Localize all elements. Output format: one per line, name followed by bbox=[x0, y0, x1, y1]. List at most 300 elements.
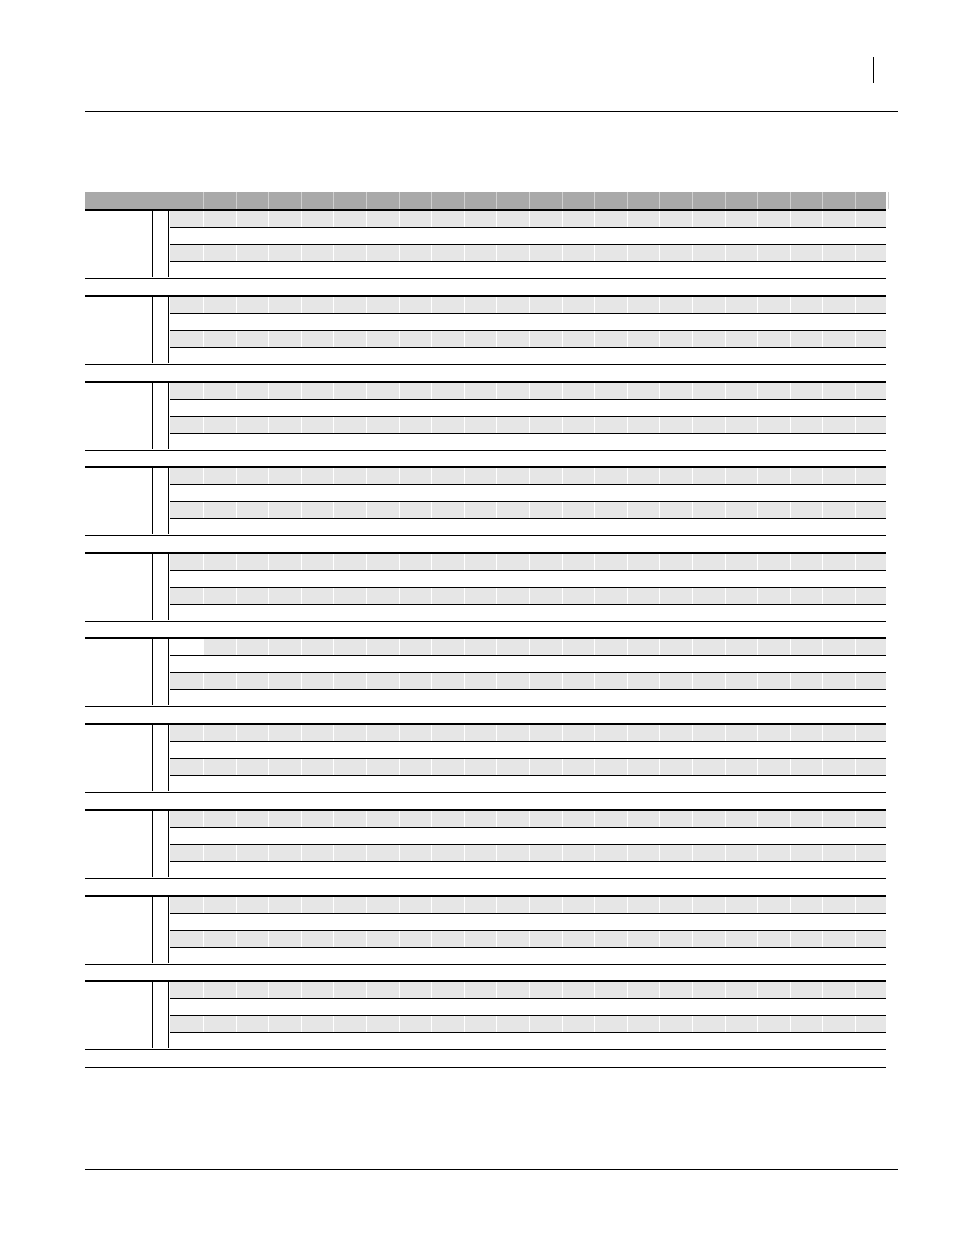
cell-separator bbox=[627, 417, 628, 433]
cell-separator bbox=[268, 468, 269, 484]
cell-separator bbox=[529, 845, 530, 861]
block-label-bracket bbox=[152, 725, 169, 791]
table-row bbox=[170, 400, 886, 417]
cell-separator bbox=[562, 1016, 563, 1032]
cell-separator bbox=[562, 588, 563, 604]
cell-separator bbox=[301, 845, 302, 861]
cell-separator bbox=[496, 297, 497, 313]
cell-separator bbox=[333, 845, 334, 861]
cell-separator bbox=[333, 1016, 334, 1032]
cell-separator bbox=[855, 639, 856, 655]
cell-separator bbox=[855, 211, 856, 227]
cell-separator bbox=[594, 211, 595, 227]
cell-separator bbox=[725, 554, 726, 570]
cell-separator bbox=[431, 297, 432, 313]
blank-cell bbox=[170, 639, 203, 655]
cell-separator bbox=[399, 297, 400, 313]
cell-separator bbox=[790, 588, 791, 604]
cell-separator bbox=[822, 931, 823, 947]
cell-separator bbox=[725, 673, 726, 689]
cell-separator bbox=[496, 845, 497, 861]
cell-separator bbox=[692, 245, 693, 261]
cell-separator bbox=[464, 417, 465, 433]
cell-separator bbox=[627, 845, 628, 861]
block-bottom-rule bbox=[85, 964, 886, 965]
cell-separator bbox=[888, 725, 889, 741]
cell-separator bbox=[822, 673, 823, 689]
header-column-separator bbox=[659, 192, 660, 209]
cell-separator bbox=[725, 982, 726, 998]
cell-separator bbox=[301, 759, 302, 775]
cell-separator bbox=[333, 211, 334, 227]
cell-separator bbox=[888, 982, 889, 998]
cell-separator bbox=[236, 845, 237, 861]
cell-separator bbox=[399, 468, 400, 484]
cell-separator bbox=[855, 759, 856, 775]
cell-separator bbox=[464, 759, 465, 775]
cell-separator bbox=[725, 297, 726, 313]
cell-separator bbox=[268, 417, 269, 433]
block-label-bracket bbox=[152, 982, 169, 1048]
cell-separator bbox=[594, 1016, 595, 1032]
cell-separator bbox=[790, 245, 791, 261]
cell-separator bbox=[399, 759, 400, 775]
block-label-bracket bbox=[152, 811, 169, 877]
cell-separator bbox=[203, 502, 204, 518]
table-row bbox=[170, 228, 886, 245]
cell-separator bbox=[529, 811, 530, 827]
cell-separator bbox=[268, 982, 269, 998]
cell-separator bbox=[725, 417, 726, 433]
cell-separator bbox=[692, 759, 693, 775]
cell-separator bbox=[203, 845, 204, 861]
cell-separator bbox=[333, 725, 334, 741]
cell-separator bbox=[333, 417, 334, 433]
cell-separator bbox=[236, 245, 237, 261]
cell-separator bbox=[627, 588, 628, 604]
cell-separator bbox=[496, 554, 497, 570]
cell-separator bbox=[562, 417, 563, 433]
cell-separator bbox=[366, 1016, 367, 1032]
table-row-shaded bbox=[170, 725, 886, 742]
cell-separator bbox=[659, 297, 660, 313]
cell-separator bbox=[366, 502, 367, 518]
cell-separator bbox=[659, 673, 660, 689]
cell-separator bbox=[757, 588, 758, 604]
cell-separator bbox=[888, 845, 889, 861]
cell-separator bbox=[757, 383, 758, 399]
cell-separator bbox=[333, 897, 334, 913]
cell-separator bbox=[236, 759, 237, 775]
cell-separator bbox=[464, 468, 465, 484]
cell-separator bbox=[822, 468, 823, 484]
cell-separator bbox=[268, 811, 269, 827]
cell-separator bbox=[822, 383, 823, 399]
cell-separator bbox=[692, 554, 693, 570]
cell-separator bbox=[236, 811, 237, 827]
cell-separator bbox=[855, 811, 856, 827]
cell-separator bbox=[301, 931, 302, 947]
cell-separator bbox=[594, 297, 595, 313]
cell-separator bbox=[855, 1016, 856, 1032]
cell-separator bbox=[888, 588, 889, 604]
cell-separator bbox=[855, 297, 856, 313]
cell-separator bbox=[725, 468, 726, 484]
cell-separator bbox=[855, 468, 856, 484]
cell-separator bbox=[888, 383, 889, 399]
cell-separator bbox=[725, 245, 726, 261]
cell-separator bbox=[562, 639, 563, 655]
cell-separator bbox=[627, 211, 628, 227]
cell-separator bbox=[692, 639, 693, 655]
cell-separator bbox=[496, 588, 497, 604]
cell-separator bbox=[888, 211, 889, 227]
cell-separator bbox=[496, 417, 497, 433]
cell-separator bbox=[692, 931, 693, 947]
header-column-separator bbox=[692, 192, 693, 209]
cell-separator bbox=[627, 245, 628, 261]
block-bottom-rule bbox=[85, 621, 886, 622]
cell-separator bbox=[399, 931, 400, 947]
cell-separator bbox=[333, 383, 334, 399]
block-label-bracket bbox=[152, 383, 169, 449]
header-column-separator bbox=[888, 192, 889, 209]
cell-separator bbox=[366, 331, 367, 347]
cell-separator bbox=[757, 931, 758, 947]
cell-separator bbox=[594, 982, 595, 998]
cell-separator bbox=[627, 725, 628, 741]
cell-separator bbox=[594, 383, 595, 399]
cell-separator bbox=[692, 417, 693, 433]
cell-separator bbox=[366, 725, 367, 741]
cell-separator bbox=[659, 982, 660, 998]
cell-separator bbox=[464, 811, 465, 827]
cell-separator bbox=[855, 982, 856, 998]
cell-separator bbox=[366, 931, 367, 947]
cell-separator bbox=[659, 1016, 660, 1032]
cell-separator bbox=[562, 554, 563, 570]
cell-separator bbox=[529, 468, 530, 484]
cell-separator bbox=[236, 588, 237, 604]
cell-separator bbox=[268, 639, 269, 655]
cell-separator bbox=[301, 417, 302, 433]
cell-separator bbox=[203, 331, 204, 347]
cell-separator bbox=[301, 554, 302, 570]
cell-separator bbox=[692, 211, 693, 227]
cell-separator bbox=[659, 725, 660, 741]
cell-separator bbox=[431, 554, 432, 570]
cell-separator bbox=[203, 1016, 204, 1032]
cell-separator bbox=[333, 502, 334, 518]
cell-separator bbox=[888, 417, 889, 433]
table-row bbox=[170, 656, 886, 673]
cell-separator bbox=[692, 725, 693, 741]
cell-separator bbox=[855, 331, 856, 347]
cell-separator bbox=[659, 468, 660, 484]
table-row-shaded bbox=[170, 759, 886, 776]
cell-separator bbox=[268, 383, 269, 399]
table-row-shaded bbox=[170, 211, 886, 228]
cell-separator bbox=[399, 639, 400, 655]
table-row bbox=[170, 776, 886, 793]
table-row bbox=[170, 519, 886, 536]
cell-separator bbox=[822, 331, 823, 347]
cell-separator bbox=[529, 383, 530, 399]
block-label-bracket bbox=[152, 554, 169, 620]
cell-separator bbox=[594, 759, 595, 775]
cell-separator bbox=[236, 639, 237, 655]
cell-separator bbox=[464, 554, 465, 570]
cell-separator bbox=[855, 588, 856, 604]
cell-separator bbox=[725, 897, 726, 913]
cell-separator bbox=[496, 931, 497, 947]
cell-separator bbox=[725, 1016, 726, 1032]
cell-separator bbox=[757, 639, 758, 655]
cell-separator bbox=[301, 1016, 302, 1032]
cell-separator bbox=[333, 982, 334, 998]
cell-separator bbox=[366, 297, 367, 313]
cell-separator bbox=[757, 1016, 758, 1032]
cell-separator bbox=[529, 245, 530, 261]
header-column-separator bbox=[464, 192, 465, 209]
cell-separator bbox=[464, 383, 465, 399]
cell-separator bbox=[888, 245, 889, 261]
cell-separator bbox=[855, 245, 856, 261]
cell-separator bbox=[366, 982, 367, 998]
cell-separator bbox=[268, 845, 269, 861]
cell-separator bbox=[268, 759, 269, 775]
cell-separator bbox=[659, 211, 660, 227]
block-bottom-rule bbox=[85, 535, 886, 536]
cell-separator bbox=[268, 897, 269, 913]
cell-separator bbox=[431, 811, 432, 827]
cell-separator bbox=[725, 639, 726, 655]
cell-separator bbox=[496, 725, 497, 741]
cell-separator bbox=[529, 897, 530, 913]
cell-separator bbox=[268, 554, 269, 570]
cell-separator bbox=[822, 211, 823, 227]
cell-separator bbox=[562, 383, 563, 399]
cell-separator bbox=[333, 811, 334, 827]
cell-separator bbox=[627, 383, 628, 399]
table-end-rule bbox=[85, 1067, 886, 1068]
header-column-separator bbox=[236, 192, 237, 209]
cell-separator bbox=[431, 931, 432, 947]
cell-separator bbox=[757, 417, 758, 433]
table-row bbox=[170, 262, 886, 279]
cell-separator bbox=[562, 297, 563, 313]
table-row-shaded bbox=[170, 982, 886, 999]
cell-separator bbox=[855, 725, 856, 741]
cell-separator bbox=[496, 673, 497, 689]
header-column-separator bbox=[268, 192, 269, 209]
cell-separator bbox=[659, 331, 660, 347]
cell-separator bbox=[822, 297, 823, 313]
header-rule bbox=[85, 111, 898, 112]
cell-separator bbox=[562, 245, 563, 261]
cell-separator bbox=[888, 554, 889, 570]
table-row-shaded bbox=[170, 588, 886, 605]
cell-separator bbox=[333, 245, 334, 261]
cell-separator bbox=[366, 759, 367, 775]
cell-separator bbox=[822, 845, 823, 861]
cell-separator bbox=[236, 468, 237, 484]
cell-separator bbox=[562, 811, 563, 827]
cell-separator bbox=[659, 639, 660, 655]
cell-separator bbox=[203, 588, 204, 604]
cell-separator bbox=[692, 897, 693, 913]
cell-separator bbox=[431, 588, 432, 604]
cell-separator bbox=[236, 297, 237, 313]
cell-separator bbox=[790, 1016, 791, 1032]
cell-separator bbox=[594, 502, 595, 518]
cell-separator bbox=[399, 417, 400, 433]
table-row bbox=[170, 485, 886, 502]
cell-separator bbox=[725, 725, 726, 741]
cell-separator bbox=[692, 502, 693, 518]
cell-separator bbox=[496, 897, 497, 913]
cell-separator bbox=[431, 759, 432, 775]
cell-separator bbox=[399, 502, 400, 518]
header-column-separator bbox=[725, 192, 726, 209]
cell-separator bbox=[627, 931, 628, 947]
cell-separator bbox=[236, 383, 237, 399]
cell-separator bbox=[822, 897, 823, 913]
cell-separator bbox=[268, 502, 269, 518]
cell-separator bbox=[366, 811, 367, 827]
table-row bbox=[170, 862, 886, 879]
cell-separator bbox=[725, 331, 726, 347]
cell-separator bbox=[203, 211, 204, 227]
table-row-shaded bbox=[170, 639, 886, 656]
cell-separator bbox=[529, 297, 530, 313]
cell-separator bbox=[464, 297, 465, 313]
cell-separator bbox=[399, 725, 400, 741]
cell-separator bbox=[268, 245, 269, 261]
cell-separator bbox=[594, 245, 595, 261]
cell-separator bbox=[562, 673, 563, 689]
cell-separator bbox=[236, 554, 237, 570]
cell-separator bbox=[333, 588, 334, 604]
cell-separator bbox=[888, 502, 889, 518]
header-column-separator bbox=[757, 192, 758, 209]
cell-separator bbox=[496, 211, 497, 227]
cell-separator bbox=[529, 1016, 530, 1032]
table-row-shaded bbox=[170, 417, 886, 434]
block-label-bracket bbox=[152, 639, 169, 705]
cell-separator bbox=[627, 1016, 628, 1032]
cell-separator bbox=[529, 639, 530, 655]
cell-separator bbox=[790, 845, 791, 861]
table-row-shaded bbox=[170, 897, 886, 914]
cell-separator bbox=[888, 468, 889, 484]
header-column-separator bbox=[529, 192, 530, 209]
cell-separator bbox=[399, 588, 400, 604]
cell-separator bbox=[529, 673, 530, 689]
block-label-bracket bbox=[152, 211, 169, 277]
block-bottom-rule bbox=[85, 1049, 886, 1050]
cell-separator bbox=[888, 1016, 889, 1032]
cell-separator bbox=[594, 639, 595, 655]
cell-separator bbox=[529, 588, 530, 604]
cell-separator bbox=[529, 554, 530, 570]
cell-separator bbox=[627, 811, 628, 827]
cell-separator bbox=[757, 468, 758, 484]
cell-separator bbox=[203, 554, 204, 570]
cell-separator bbox=[529, 417, 530, 433]
cell-separator bbox=[692, 811, 693, 827]
header-column-separator bbox=[496, 192, 497, 209]
cell-separator bbox=[562, 468, 563, 484]
cell-separator bbox=[562, 211, 563, 227]
cell-separator bbox=[333, 468, 334, 484]
table-row-shaded bbox=[170, 845, 886, 862]
cell-separator bbox=[529, 725, 530, 741]
cell-separator bbox=[790, 759, 791, 775]
block-bottom-rule bbox=[85, 278, 886, 279]
cell-separator bbox=[725, 845, 726, 861]
table-row-shaded bbox=[170, 811, 886, 828]
table-row bbox=[170, 1033, 886, 1050]
cell-separator bbox=[888, 811, 889, 827]
cell-separator bbox=[692, 383, 693, 399]
cell-separator bbox=[529, 982, 530, 998]
cell-separator bbox=[399, 383, 400, 399]
cell-separator bbox=[333, 673, 334, 689]
cell-separator bbox=[203, 811, 204, 827]
cell-separator bbox=[594, 468, 595, 484]
table-row-shaded bbox=[170, 245, 886, 262]
cell-separator bbox=[431, 245, 432, 261]
cell-separator bbox=[757, 725, 758, 741]
table-row bbox=[170, 999, 886, 1016]
cell-separator bbox=[366, 845, 367, 861]
cell-separator bbox=[333, 759, 334, 775]
cell-separator bbox=[333, 931, 334, 947]
cell-separator bbox=[855, 897, 856, 913]
cell-separator bbox=[236, 897, 237, 913]
cell-separator bbox=[268, 673, 269, 689]
cell-separator bbox=[659, 554, 660, 570]
cell-separator bbox=[496, 759, 497, 775]
cell-separator bbox=[562, 502, 563, 518]
header-column-separator bbox=[594, 192, 595, 209]
cell-separator bbox=[366, 639, 367, 655]
cell-separator bbox=[366, 588, 367, 604]
cell-separator bbox=[822, 811, 823, 827]
cell-separator bbox=[431, 673, 432, 689]
cell-separator bbox=[659, 245, 660, 261]
cell-separator bbox=[757, 759, 758, 775]
cell-separator bbox=[562, 982, 563, 998]
cell-separator bbox=[268, 588, 269, 604]
cell-separator bbox=[203, 759, 204, 775]
cell-separator bbox=[659, 417, 660, 433]
cell-separator bbox=[790, 639, 791, 655]
cell-separator bbox=[822, 554, 823, 570]
cell-separator bbox=[692, 982, 693, 998]
cell-separator bbox=[496, 245, 497, 261]
table-row bbox=[170, 314, 886, 331]
cell-separator bbox=[301, 982, 302, 998]
cell-separator bbox=[496, 982, 497, 998]
header-column-separator bbox=[203, 192, 204, 209]
cell-separator bbox=[562, 759, 563, 775]
cell-separator bbox=[236, 417, 237, 433]
cell-separator bbox=[366, 211, 367, 227]
cell-separator bbox=[562, 725, 563, 741]
cell-separator bbox=[725, 211, 726, 227]
